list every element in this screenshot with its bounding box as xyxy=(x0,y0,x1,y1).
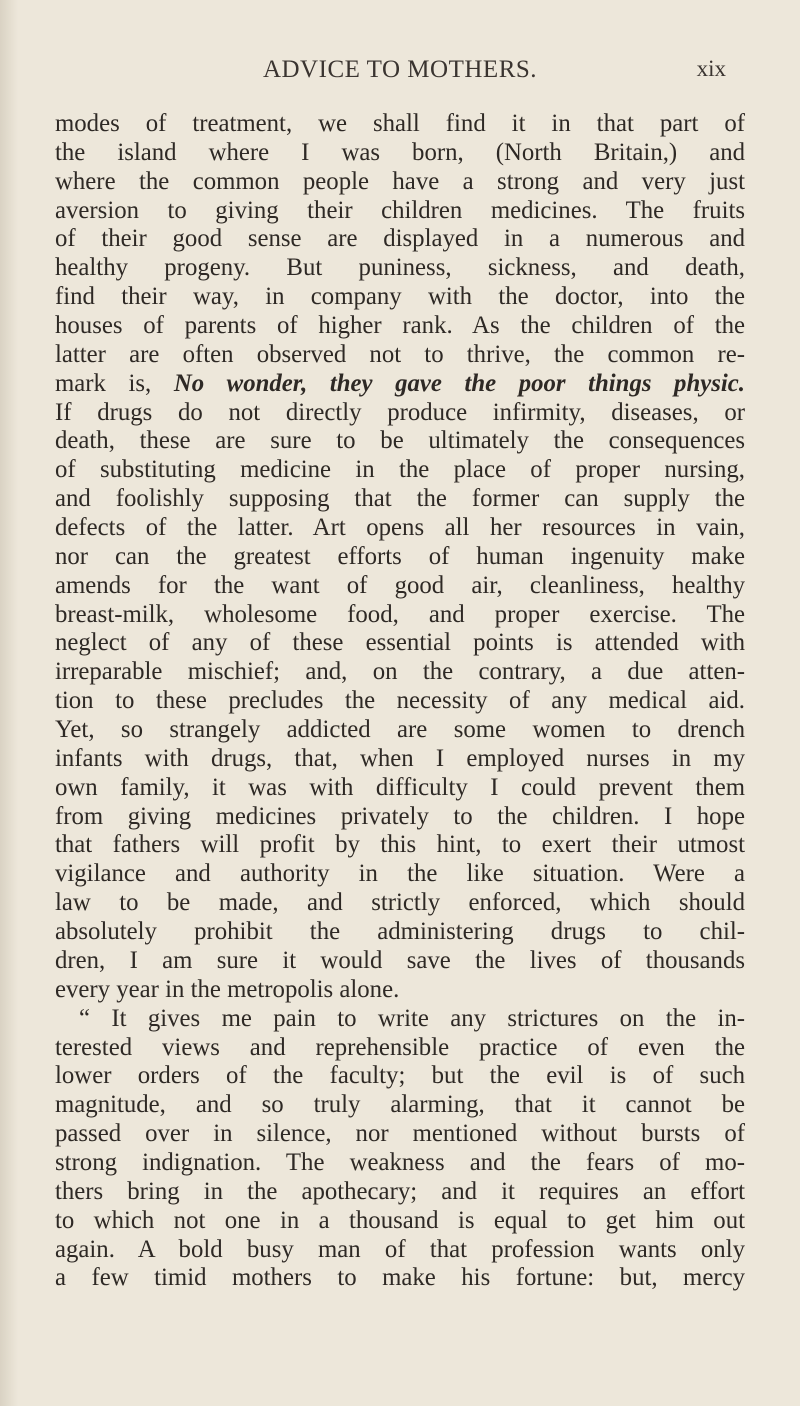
page-number: xix xyxy=(696,56,726,81)
text-line: infants with drugs, that, when I employed nurses in my xyxy=(55,744,745,772)
text-line: healthy progeny. But puniness, sickness, and death, xyxy=(55,254,745,282)
text-line: lower orders of the faculty; but the evil is of such xyxy=(55,1062,745,1090)
text-line: absolutely prohibit the administering drugs to chil- xyxy=(55,918,745,946)
text-line: find their way, in company with the doctor, into the xyxy=(55,283,745,311)
emphasized-quote: No wonder, they gave the poor things physic. xyxy=(173,369,745,397)
body-text xyxy=(55,110,745,1293)
text-line: a few timid mothers to make his fortune: but, mercy xyxy=(55,1264,745,1292)
text-line-roman: mark is, xyxy=(55,369,174,397)
text-line: the island where I was born, (North Britain,) and xyxy=(55,138,745,166)
text-line: own family, it was with difficulty I could prevent them xyxy=(55,773,745,801)
text-line: dren, I am sure it would save the lives of thousands xyxy=(55,946,745,974)
spine-shadow xyxy=(0,0,18,1406)
text-line: of their good sense are displayed in a numerous and xyxy=(55,225,745,253)
text-line: neglect of any of these essential points is attended with xyxy=(55,629,745,657)
text-line: latter are often observed not to thrive, the common re- xyxy=(55,340,745,368)
text-line xyxy=(55,370,745,399)
text-line: again. A bold busy man of that profession wants only xyxy=(55,1235,745,1263)
text-line: aversion to giving their children medicines. The fruits xyxy=(55,196,745,224)
text-line: irreparable mischief; and, on the contrary, a due atten- xyxy=(55,658,745,686)
text-line: strong indignation. The weakness and the fears of mo- xyxy=(55,1148,745,1176)
text-line: tion to these precludes the necessity of any medical aid. xyxy=(55,687,745,715)
text-line: defects of the latter. Art opens all her resources in vain, xyxy=(55,514,745,542)
text-line: nor can the greatest efforts of human ingenuity make xyxy=(55,542,745,570)
text-line: every year in the metropolis alone. xyxy=(55,975,400,1003)
text-line: magnitude, and so truly alarming, that it cannot be xyxy=(55,1091,745,1119)
text-line: breast-milk, wholesome food, and proper exercise. The xyxy=(55,600,745,628)
text-line: from giving medicines privately to the children. I hope xyxy=(55,802,745,830)
text-line: Yet, so strangely addicted are some women to drench xyxy=(55,716,745,744)
text-line: “ It gives me pain to write any strictures on the in- xyxy=(79,1004,745,1032)
text-line: to which not one in a thousand is equal to get him out xyxy=(55,1206,745,1234)
text-line: modes of treatment, we shall find it in that part of xyxy=(55,110,745,137)
text-line: death, these are sure to be ultimately the consequences xyxy=(55,427,745,455)
text-line: amends for the want of good air, cleanliness, healthy xyxy=(55,571,745,599)
text-line: of substituting medicine in the place of proper nursing, xyxy=(55,456,745,484)
text-line: thers bring in the apothecary; and it requires an effort xyxy=(55,1177,745,1205)
page-header xyxy=(0,56,800,96)
text-line: terested views and reprehensible practice of even the xyxy=(55,1033,745,1061)
running-head: ADVICE TO MOTHERS. xyxy=(262,56,538,83)
text-line: If drugs do not directly produce infirmity, diseases, or xyxy=(55,398,745,426)
text-line: law to be made, and strictly enforced, which should xyxy=(55,889,745,917)
text-line: houses of parents of higher rank. As the children of the xyxy=(55,312,745,340)
text-line: passed over in silence, nor mentioned without bursts of xyxy=(55,1120,745,1148)
text-line: vigilance and authority in the like situation. Were a xyxy=(55,860,745,888)
text-line: and foolishly supposing that the former can supply the xyxy=(55,485,745,513)
text-line: that fathers will profit by this hint, to exert their utmost xyxy=(55,831,745,859)
text-line: where the common people have a strong and very just xyxy=(55,167,745,195)
